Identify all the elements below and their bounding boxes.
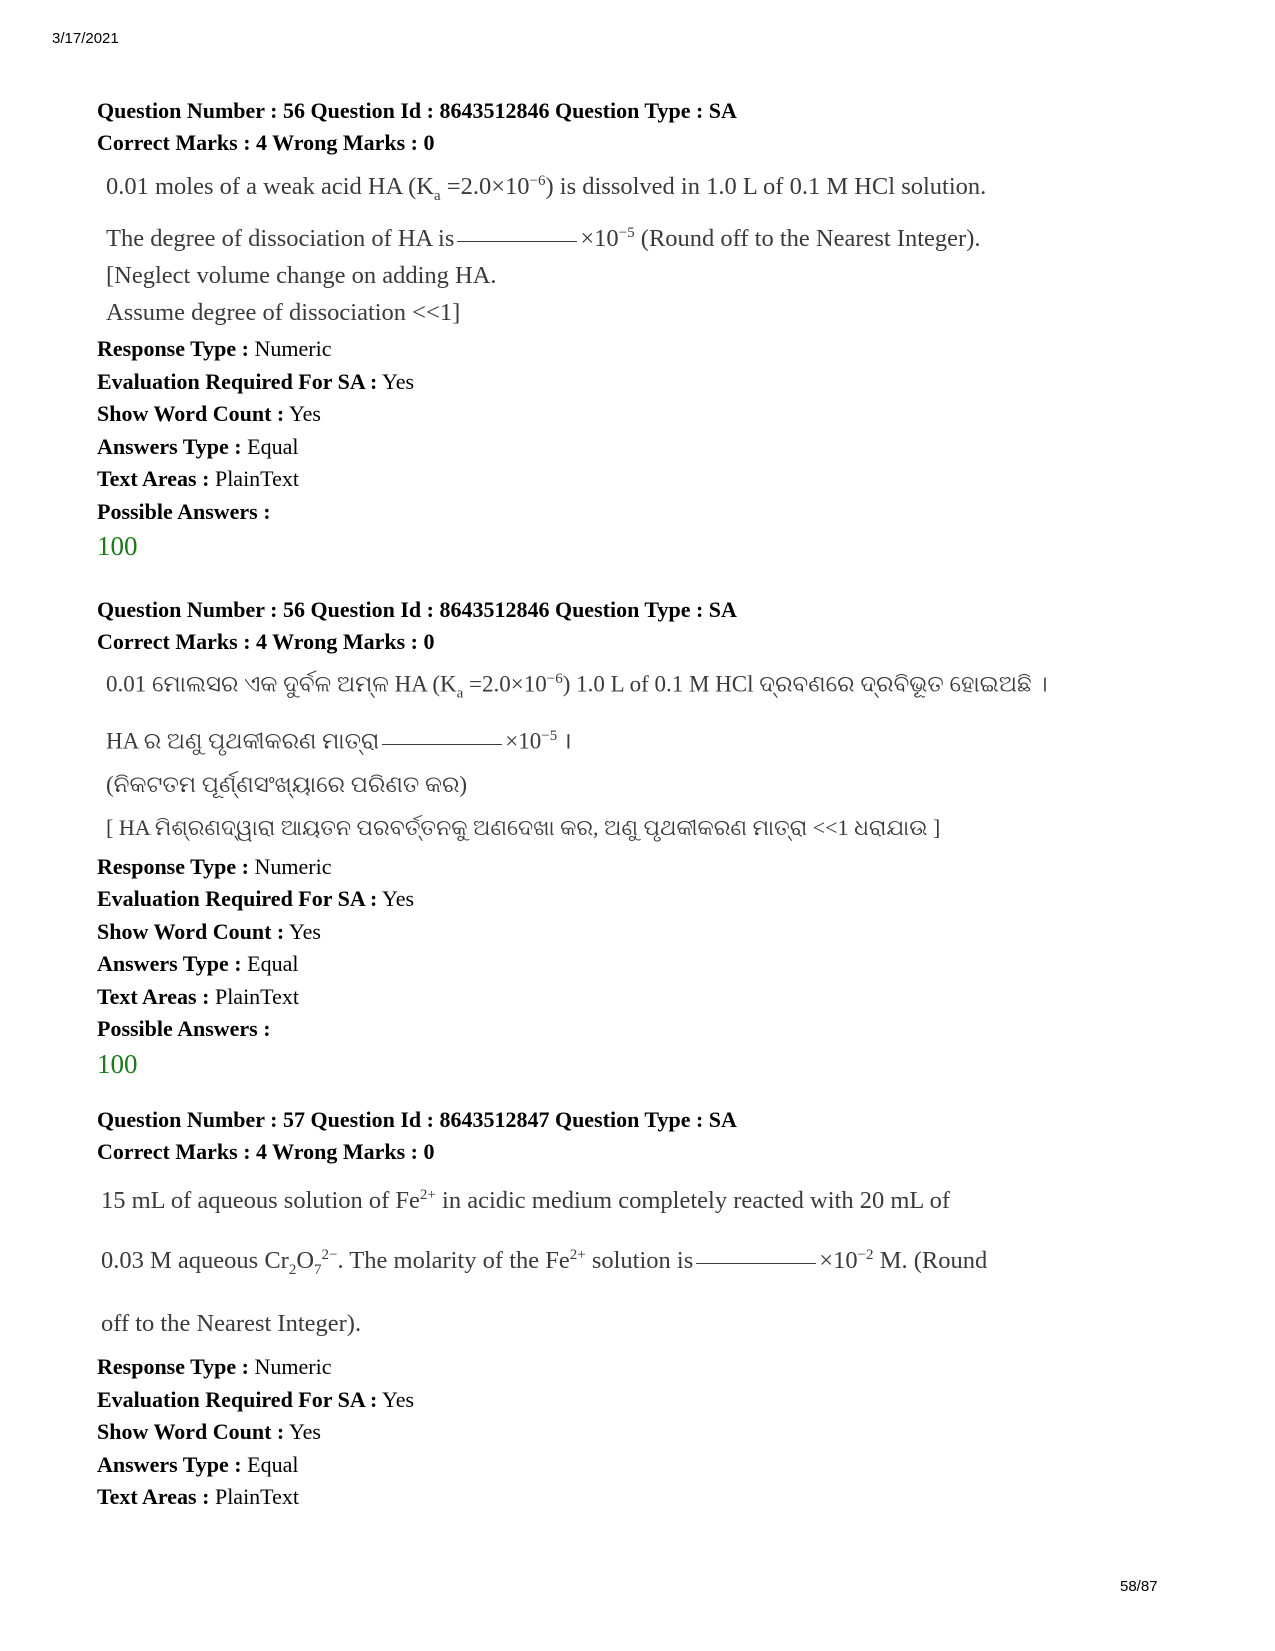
question-block-3 [97, 1104, 1157, 1514]
possible-answer-value: 100 [97, 1048, 138, 1079]
question-text-line: off to the Nearest Integer). [101, 1310, 362, 1338]
question-marks: Correct Marks : 4 Wrong Marks : 0 [97, 1139, 435, 1164]
question-text-line: 0.01 ମୋଲସର ଏକ ଦୁର୍ବଳ ଅମ୍ଳ HA $(K_a =2.0\times 10^{-6})$ 1.0 L of 0.1 M HCl ଦ୍ରବଣରେ ଦ୍ରବିଭୂତ ହୋଇଅଛି । [106, 671, 1048, 702]
text-areas-field: Text Areas : PlainText [97, 1484, 299, 1510]
question-header: Question Number : 56 Question Id : 8643512846 Question Type : SA [97, 597, 737, 622]
question-text [106, 163, 1157, 331]
question-text-line: Assume degree of dissociation <<1] [106, 299, 461, 327]
answers-type-field: Answers Type : Equal [97, 951, 299, 977]
question-text-line: [Neglect volume change on adding HA. [106, 262, 497, 290]
text-areas-field: Text Areas : PlainText [97, 983, 299, 1009]
show-word-count-field: Show Word Count : Yes [97, 918, 321, 944]
page-date: 3/17/2021 [52, 30, 119, 47]
question-header: Question Number : 57 Question Id : 8643512847 Question Type : SA [97, 1107, 737, 1132]
question-block-1 [97, 95, 1157, 564]
question-text [106, 658, 1157, 849]
question-header: Question Number : 56 Question Id : 8643512846 Question Type : SA [97, 98, 737, 123]
question-text-line: HA ର ଅଣୁ ପୃଥକୀକରଣ ମାତ୍ରା $\times 10^{-5}$ । [106, 728, 572, 754]
answer-blank [696, 1262, 816, 1264]
show-word-count-field: Show Word Count : Yes [97, 1419, 321, 1445]
response-type-field: Response Type : Numeric [97, 853, 332, 879]
question-text-line: (ନିକଟତମ ପୂର୍ଣ୍ଣସଂଖ୍ୟାରେ ପରିଣତ କର) [106, 771, 468, 797]
answers-type-field: Answers Type : Equal [97, 1451, 299, 1477]
answer-blank [382, 743, 502, 745]
possible-answers-label: Possible Answers : [97, 1016, 271, 1042]
response-type-field: Response Type : Numeric [97, 1354, 332, 1380]
evaluation-required-field: Evaluation Required For SA : Yes [97, 1386, 415, 1412]
possible-answer-value: 100 [97, 531, 138, 562]
evaluation-required-field: Evaluation Required For SA : Yes [97, 368, 415, 394]
question-marks: Correct Marks : 4 Wrong Marks : 0 [97, 130, 435, 155]
question-text-line: 0.03 M aqueous $Cr_2O_7^{2-}$. The molarity of the $Fe^{2+}$ solution is $\times 10^{-2}$ M. (Round [101, 1247, 988, 1279]
possible-answers-label: Possible Answers : [97, 498, 271, 524]
evaluation-required-field: Evaluation Required For SA : Yes [97, 886, 415, 912]
page-number: 58/87 [1120, 1578, 1158, 1595]
question-text-line: 0.01 moles of a weak acid HA $(K_a =2.0\times 10^{-6})$ is dissolved in 1.0 L of 0.1 M HCl solution. [106, 173, 987, 205]
show-word-count-field: Show Word Count : Yes [97, 401, 321, 427]
answer-blank [457, 240, 577, 242]
question-text-line: [ HA ମିଶ୍ରଣଦ୍ୱାରା ଆୟତନ ପରବର୍ତ୍ତନକୁ ଅଣଦେଖା କର, ଅଣୁ ପୃଥକୀକରଣ ମାତ୍ରା <<1 ଧରାଯାଉ ] [106, 814, 941, 840]
text-areas-field: Text Areas : PlainText [97, 466, 299, 492]
question-marks: Correct Marks : 4 Wrong Marks : 0 [97, 629, 435, 654]
question-text-line: 15 mL of aqueous solution of $Fe^{2+}$ in acidic medium completely reacted with 20 mL of [101, 1187, 950, 1215]
response-type-field: Response Type : Numeric [97, 336, 332, 362]
question-block-2 [97, 594, 1157, 1082]
answers-type-field: Answers Type : Equal [97, 433, 299, 459]
question-text [101, 1168, 1157, 1351]
question-text-line: The degree of dissociation of HA is $\times 10^{-5}$ (Round off to the Nearest Integer). [106, 225, 981, 253]
